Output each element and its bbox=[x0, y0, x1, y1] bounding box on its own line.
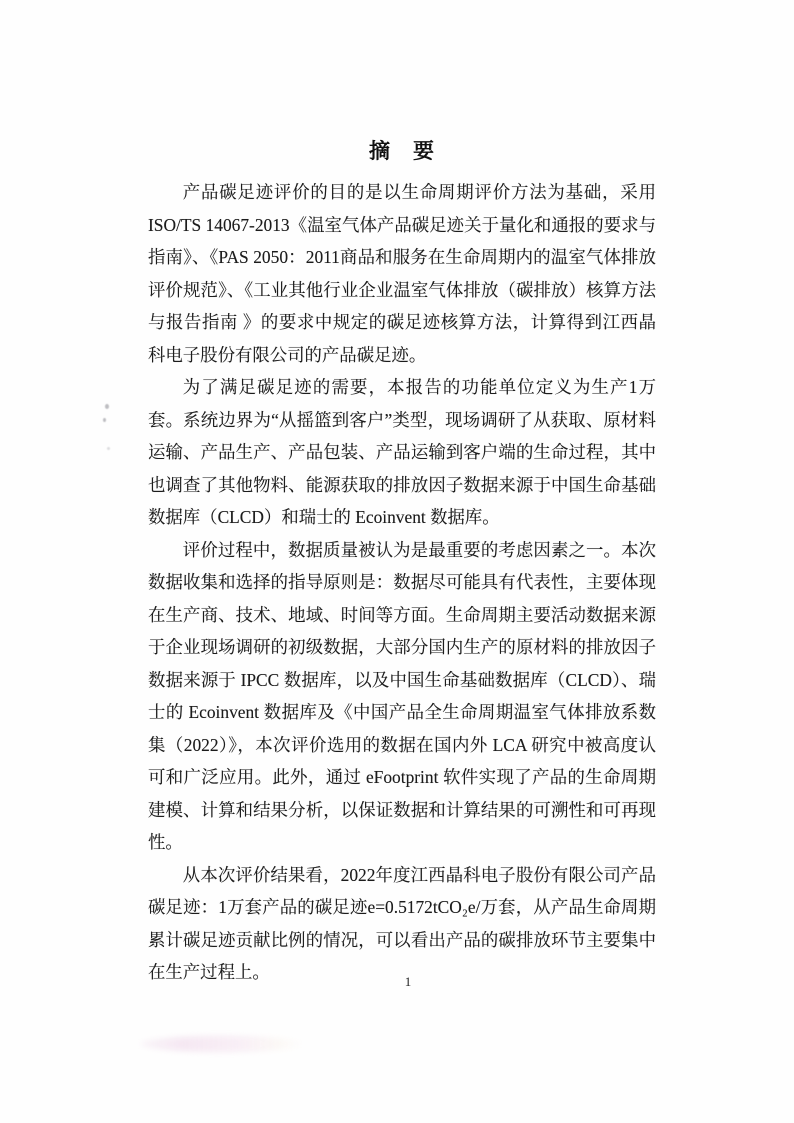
paragraph: 产品碳足迹评价的目的是以生命周期评价方法为基础，采用ISO/TS 14067-2013《温室气体产品碳足迹关于量化和通报的要求与指南》、《PAS 2050：2011商品和服务在生命周期内的温室气体排放评价规范》、《工业其他行业企业温室气体排放（碳排放）核算方法与报告指南 》的要求中规定的碳足迹核算方法，计算得到江西晶科电子股份有限公司的产品碳足迹。 bbox=[148, 182, 656, 365]
scan-speck-artifact bbox=[107, 447, 110, 450]
paragraph: 评价过程中，数据质量被认为是最重要的考虑因素之一。本次数据收集和选择的指导原则是：数据尽可能具有代表性，主要体现在生产商、技术、地域、时间等方面。生命周期主要活动数据来源于企业现场调研的初级数据，大部分国内生产的原材料的排放因子数据来源于 IPCC 数据库，以及中国生命基础数据库（CLCD）、瑞士的 Ecoinvent 数据库及《中国产品全生命周期温室气体排放系数集（2022）》，本次评价选用的数据在国内外 LCA 研究中被高度认可和广泛应用。此外，通过 eFootprint 软件实现了产品的生命周期建模、计算和结果分析，以保证数据和计算结果的可溯性和可再现性。 bbox=[148, 539, 656, 852]
scan-smudge-artifact bbox=[140, 1036, 305, 1052]
paragraph: 为了满足碳足迹的需要，本报告的功能单位定义为生产1万套。系统边界为“从摇篮到客户”类型，现场调研了从获取、原材料运输、产品生产、产品包装、产品运输到客户端的生命过程，其中也调查了其他物料、能源获取的排放因子数据来源于中国生命基础数据库（CLCD）和瑞士的 Ecoinvent 数据库。 bbox=[148, 377, 656, 527]
paragraph: 从本次评价结果看，2022年度江西晶科电子股份有限公司产品碳足迹：1万套产品的碳足迹e=0.5172tCO₂e/万套，从产品生命周期累计碳足迹贡献比例的情况，可以看出产品的碳排放环节主要集中在生产过程上。 bbox=[148, 864, 656, 982]
scan-speck-artifact bbox=[103, 418, 106, 422]
scan-speck-artifact bbox=[105, 404, 109, 409]
abstract-section bbox=[148, 136, 656, 989]
document-body bbox=[148, 176, 656, 989]
page-number: 1 bbox=[404, 974, 412, 989]
page-title: 摘 要 bbox=[369, 139, 435, 163]
